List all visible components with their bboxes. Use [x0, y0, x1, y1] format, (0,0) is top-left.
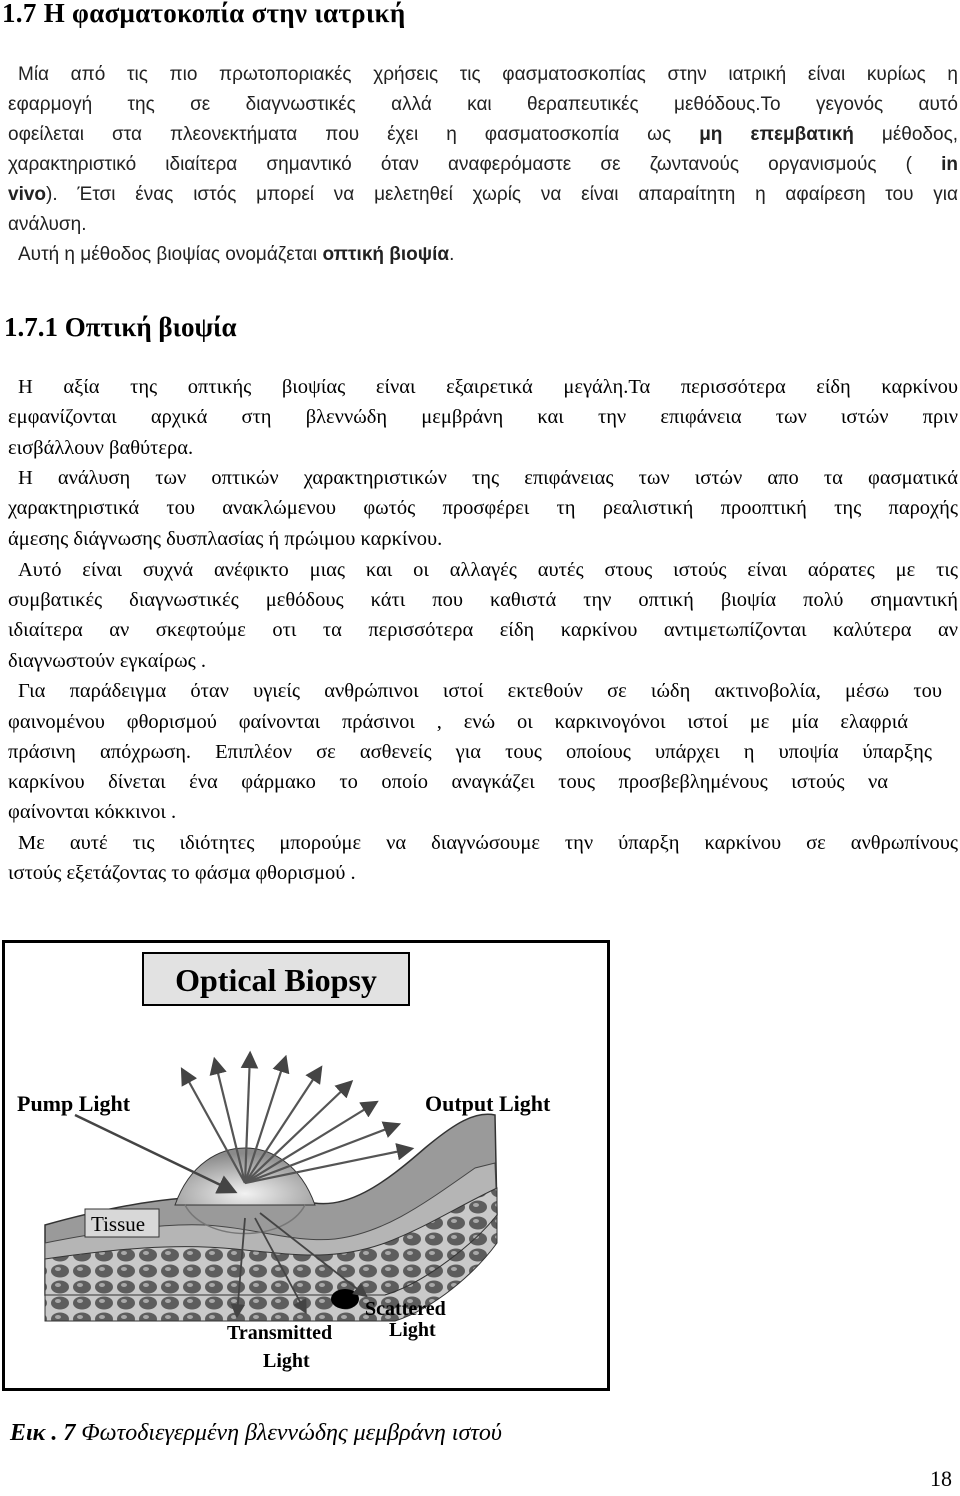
paragraph-line: vivo). Έτσι ένας ιστός μπορεί να μελετηθεί χωρίς να είναι απαραίτητη η αφαίρεση του για [8, 184, 958, 205]
output-light-label: Output Light [425, 1091, 551, 1116]
paragraph-line: χαρακτηριστικό ιδιαίτερα σημαντικό όταν αναφερόμαστε σε ζωντανούς οργανισμούς ( in [8, 154, 958, 175]
paragraph-line: φαινομένου φθορισμού φαίνονται πράσινοι , ενώ οι καρκινογόνοι ιστοί με μία ελαφριά [8, 711, 908, 733]
paragraph-line: ιδιαίτερα αν σκεφτούμε οτι τα περισσότερα είδη καρκίνου αντιμετωπίζονται καλύτερα αν [8, 619, 958, 641]
paragraph-line: Για παράδειγμα όταν υγιείς ανθρώπινοι ιστοί εκτεθούν σε ιώδη ακτινοβολία, μέσω του [18, 680, 942, 702]
paragraph-line: φαίνονται κόκκινοι . [8, 801, 177, 823]
tumor-spot [331, 1289, 359, 1309]
figure-caption [10, 1420, 502, 1447]
paragraph-line: οφείλεται στα πλεονεκτήματα που έχει η φασματοσκοπία ως μη επεμβατική μέθοδος, [8, 124, 959, 145]
optical-biopsy-figure [2, 940, 610, 1391]
page-number: 18 [930, 1466, 952, 1491]
paragraph-line: εμφανίζονται αρχικά στη βλεννώδη μεμβράνη και την επιφάνεια των ιστών πριν [8, 406, 958, 428]
bold-term: οπτική βιοψία [322, 244, 450, 265]
bold-term: μη επεμβατική [699, 124, 854, 145]
caption-label: Εικ . 7 [10, 1420, 76, 1446]
paragraph-line: ιστούς εξετάζοντας το φάσμα φθορισμού . [8, 862, 356, 884]
subsection-title: 1.7.1 Οπτική βιοψία [4, 312, 237, 342]
paragraph-line: Αυτή η μέθοδος βιοψίας ονομάζεται οπτική βιοψία. [18, 244, 455, 265]
paragraph-line: Η αξία της οπτικής βιοψίας είναι εξαιρετικά μεγάλη.Τα περισσότερα είδη καρκίνου [18, 376, 958, 398]
paragraph-line: πράσινη απόχρωση. Επιπλέον σε ασθενείς για τους οποίους υπάρχει η υποψία ύπαρξης [8, 741, 932, 763]
paragraph-line: συμβατικές διαγνωστικές μεθόδους κάτι που καθιστά την οπτική βιοψία πολύ σημαντική [8, 589, 958, 611]
paragraph-line: χαρακτηριστικά του ανακλώμενου φωτός προσφέρει τη ρεαλιστική προοπτική της παροχής [8, 497, 958, 519]
paragraph-line: άμεσης διάγνωσης δυσπλασίας ή πρώιμου καρκίνου. [8, 528, 443, 550]
bold-term: vivo [8, 184, 47, 205]
paragraph-line: Μία από τις πιο πρωτοποριακές χρήσεις τις φασματοσκοπίας στην ιατρική είναι κυρίως η [18, 64, 958, 85]
paragraph-line: εισβάλλουν βαθύτερα. [8, 437, 194, 459]
paragraph-line: Αυτό είναι συχνά ανέφικτο μιας και οι αλλαγές αυτές στους ιστούς είναι αόρατες με τις [18, 559, 958, 581]
pump-light-label: Pump Light [17, 1091, 131, 1116]
scattered-light-label-line1: Scattered [365, 1298, 446, 1320]
paragraph-line: καρκίνου δίνεται ένα φάρμακο το οποίο αναγκάζει τους προσβεβλημένους ιστούς να [8, 771, 888, 793]
paragraph-line: ανάλυση. [8, 214, 87, 235]
paragraph-line: Με αυτέ τις ιδιότητες μπορούμε να διαγνώσουμε την ύπαρξη καρκίνου σε ανθρωπίνους [18, 832, 958, 854]
scattered-light-label-line2: Light [389, 1319, 436, 1341]
figure-title: Optical Biopsy [175, 962, 377, 998]
transmitted-light-label-line2: Light [263, 1350, 310, 1372]
paragraph-line: Η ανάλυση των οπτικών χαρακτηριστικών της επιφάνειας των ιστών απο τα φασματικά [18, 467, 958, 489]
paragraph-line: εφαρμογή της σε διαγνωστικές αλλά και θεραπευτικές μεθόδους.Το γεγονός αυτό [8, 94, 958, 115]
paragraph-line: διαγνωστούν εγκαίρως . [8, 650, 206, 672]
caption-text: Φωτοδιεγερμένη βλεννώδης μεμβράνη ιστού [75, 1420, 502, 1446]
optical-biopsy-diagram [5, 943, 607, 1388]
section-title: 1.7 Η φασματοκοπία στην ιατρική [2, 0, 406, 28]
bold-term: in [941, 154, 958, 175]
pump-light-arrow [75, 1115, 233, 1191]
tissue-label: Tissue [91, 1212, 146, 1236]
transmitted-light-label-line1: Transmitted [227, 1322, 333, 1344]
